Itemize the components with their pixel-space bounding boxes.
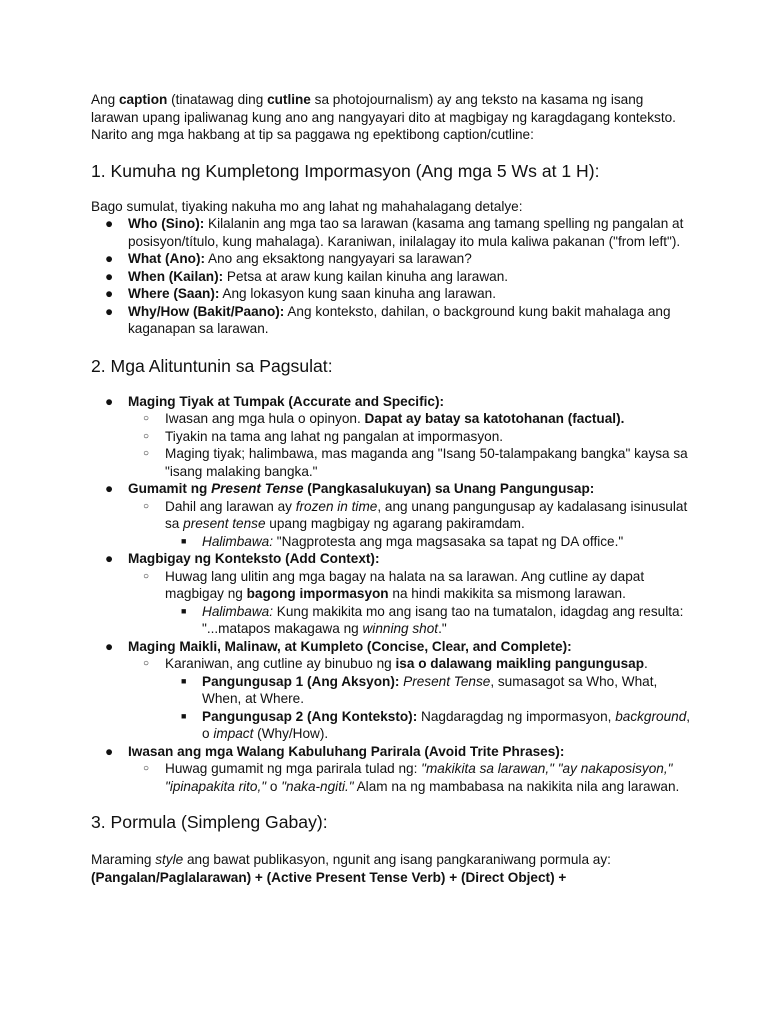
circle-bullet-icon: ○ [143, 413, 150, 424]
sub-item: ○ Dahil ang larawan ay frozen in time, ang unang pangungusap ay kadalasang isinusulat sa present tense upang magbigay ng agarang pakiramdam. ■ Halimbawa: "Nagprotesta ang mga magsasaka sa tapat ng DA office." [128, 498, 691, 551]
example-item: ■ Halimbawa: Kung makikita mo ang isang tao na tumatalon, idagdag ang resulta: "...matapos makagawa ng winning shot." [181, 603, 684, 636]
circle-bullet-icon: ○ [143, 448, 150, 459]
sub-item: ○ Tiyakin na tama ang lahat ng pangalan at impormasyon. [143, 428, 504, 444]
guideline-context: ● Magbigay ng Konteksto (Add Context): ○ Huwag lang ulitin ang mga bagay na halata na sa larawan. Ang cutline ay dapat magbigay ng bagong impormasyon na hindi makikita sa mismong larawan. ■ Halimbawa: Kung makikita mo ang isang tao na tumatalon, idagdag ang resulta: "...matapos makagawa ng winning shot." [91, 550, 691, 638]
square-bullet-icon: ■ [181, 710, 187, 721]
list-item-where: ● Where (Saan): Ang lokasyon kung saan kinuha ang larawan. [105, 286, 497, 301]
bullet-icon: ● [105, 481, 114, 496]
bullet-icon: ● [105, 251, 114, 266]
list-item-who: ● Who (Sino): Kilalanin ang mga tao sa larawan (kasama ang tamang spelling ng pangalan at posisyon/título, kung mahalaga). Karaniwan, inilalagay ito mula kaliwa pakanan ("from left"). [105, 216, 684, 249]
bullet-icon: ● [105, 551, 114, 566]
guideline-concise: ● Maging Maikli, Malinaw, at Kumpleto (Concise, Clear, and Complete): ○ Karaniwan, ang cutline ay binubuo ng isa o dalawang maikling pangungusap. ■ Pangungusap 1 (Ang Aksyon): Present Tense, sumasagot sa Who, What, When, at Where. ■ Pangungusap 2 (Ang Konteksto): Nagdaragdag ng impormasyon, background, o impact (Why/How). [105, 638, 691, 741]
bullet-icon: ● [105, 393, 114, 409]
circle-bullet-icon: ○ [143, 430, 150, 442]
guideline-accurate: ● Maging Tiyak at Tumpak (Accurate and Specific): ○ Iwasan ang mga hula o opinyon. Dapat ay batay sa katotohanan (factual). ○ Tiyakin na tama ang lahat ng pangalan at impormasyon. ○ Maging tiyak; halimbawa, mas maganda ang "Isang 50-talampakang bangka" kaysa sa "isang malaking bangka." [91, 393, 691, 481]
bullet-icon: ● [105, 638, 114, 654]
circle-bullet-icon: ○ [143, 763, 150, 774]
sub-item: ○ Iwasan ang mga hula o opinyon. Dapat ay batay sa katotohanan (factual). [143, 411, 625, 426]
section-3-heading: 3. Pormula (Simpleng Gabay): [91, 812, 328, 832]
circle-bullet-icon: ○ [143, 500, 150, 512]
guideline-present-tense: ● Gumamit ng Present Tense (Pangkasalukuyan) sa Unang Pangungusap: ○ Dahil ang larawan ay frozen in time, ang unang pangungusap ay kadalasang isinusulat sa present tense upang magbigay ng agarang pakiramdam. ■ Halimbawa: "Nagprotesta ang mga magsasaka sa tapat ng DA office." [91, 480, 691, 550]
guidelines-list [91, 393, 691, 796]
intro-paragraph: Ang caption (tinatawag ding cutline sa photojournalism) ay ang teksto na kasama ng isang larawan upang ipaliwanag kung ano ang nangyayari dito at magbigay ng karagdagang konteksto. [91, 92, 676, 125]
bullet-icon: ● [105, 268, 114, 284]
formula-line: (Pangalan/Paglalarawan) + (Active Present Tense Verb) + (Direct Object) + [91, 869, 567, 885]
section-1-lead: Bago sumulat, tiyaking nakuha mo ang lahat ng mahahalagang detalye: [91, 198, 523, 214]
square-bullet-icon: ■ [181, 535, 187, 546]
bullet-icon: ● [105, 286, 114, 301]
section-3-lead: Maraming style ang bawat publikasyon, ngunit ang isang pangkaraniwang pormula ay: [91, 852, 611, 867]
circle-bullet-icon: ○ [143, 658, 150, 669]
list-item-when: ● When (Kailan): Petsa at araw kung kailan kinuha ang larawan. [105, 268, 509, 284]
bullet-icon: ● [105, 303, 114, 319]
ws-list [91, 215, 691, 338]
section-1-heading: 1. Kumuha ng Kumpletong Impormasyon (Ang mga 5 Ws at 1 H): [91, 160, 600, 181]
square-bullet-icon: ■ [181, 605, 187, 616]
bullet-icon: ● [105, 743, 114, 759]
sub-item: ○ Huwag lang ulitin ang mga bagay na halata na sa larawan. Ang cutline ay dapat magbigay ng bagong impormasyon na hindi makikita sa mismong larawan. ■ Halimbawa: Kung makikita mo ang isang tao na tumatalon, idagdag ang resulta: "...matapos makagawa ng winning shot." [128, 568, 691, 638]
example-item: ■ Pangungusap 1 (Ang Aksyon): Present Tense, sumasagot sa Who, What, When, at Where. [181, 673, 658, 706]
circle-bullet-icon: ○ [143, 570, 150, 582]
guideline-trite-phrases: ● Iwasan ang mga Walang Kabuluhang Parirala (Avoid Trite Phrases): ○ Huwag gumamit ng mga parirala tulad ng: "makikita sa larawan," "ay nakaposisyon," "ipinapakita rito," o "naka-ngiti." Alam na ng mambabasa na nakikita nila ang larawan. [91, 743, 691, 796]
list-item-why-how: ● Why/How (Bakit/Paano): Ang konteksto, dahilan, o background kung bakit mahalaga ang kaganapan sa larawan. [105, 303, 671, 336]
example-item: ■ Pangungusap 2 (Ang Konteksto): Nagdaragdag ng impormasyon, background, o impact (Why/How). [181, 708, 691, 741]
intro-steps-line: Narito ang mga hakbang at tip sa paggawa ng epektibong caption/cutline: [91, 127, 534, 142]
sub-item: ○ Karaniwan, ang cutline ay binubuo ng isa o dalawang maikling pangungusap. ■ Pangungusap 1 (Ang Aksyon): Present Tense, sumasagot sa Who, What, When, at Where. ■ Pangungusap 2 (Ang Konteksto): Nagdaragdag ng impormasyon, background, o impact (Why/How). [143, 656, 691, 741]
square-bullet-icon: ■ [181, 675, 187, 686]
section-2-heading: 2. Mga Alituntunin sa Pagsulat: [91, 355, 333, 376]
example-item: ■ Halimbawa: "Nagprotesta ang mga magsasaka sa tapat ng DA office." [181, 533, 624, 549]
bullet-icon: ● [105, 216, 114, 231]
document-body [91, 91, 691, 886]
sub-item: ○ Maging tiyak; halimbawa, mas maganda ang "Isang 50-talampakang bangka" kaysa sa "isang malaking bangka." [143, 446, 688, 479]
sub-item: ○ Huwag gumamit ng mga parirala tulad ng: "makikita sa larawan," "ay nakaposisyon," "ipinapakita rito," o "naka-ngiti." Alam na ng mambabasa na nakikita nila ang larawan. [143, 761, 680, 794]
list-item-what: ● What (Ano): Ano ang eksaktong nangyayari sa larawan? [105, 251, 472, 266]
